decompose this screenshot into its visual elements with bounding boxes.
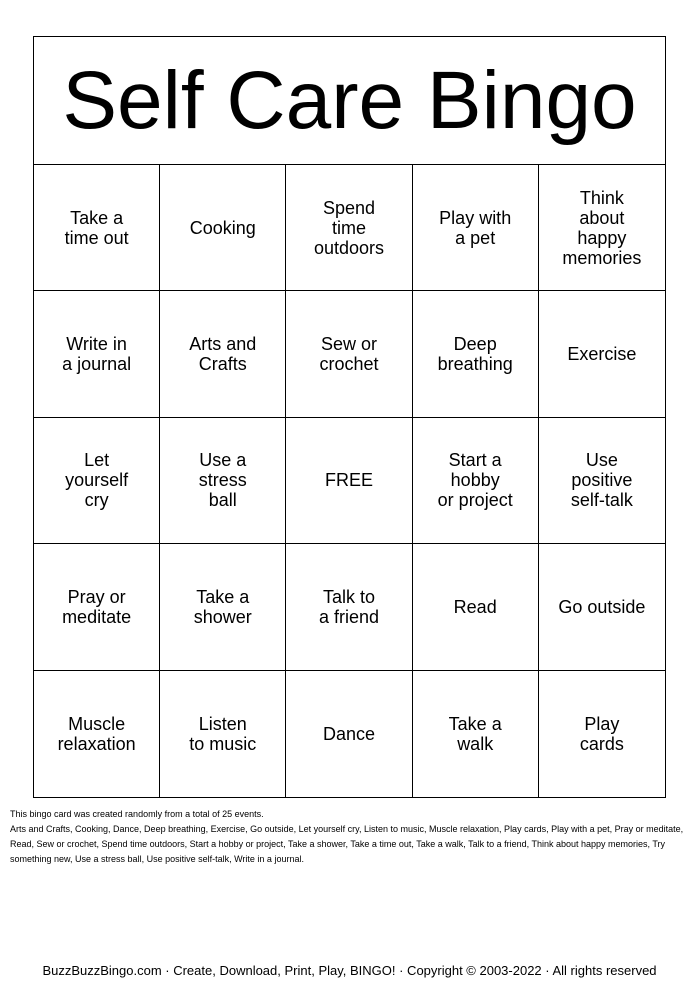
bingo-cell: Write in a journal [34, 291, 160, 417]
bingo-cell: Cooking [160, 165, 286, 291]
bingo-card [33, 36, 666, 798]
bingo-cell: Use a stress ball [160, 418, 286, 544]
bingo-cell: Go outside [539, 544, 665, 670]
card-title: Self Care Bingo [34, 37, 665, 165]
bingo-cell: Read [413, 544, 539, 670]
bingo-cell: Think about happy memories [539, 165, 665, 291]
bingo-cell: Muscle relaxation [34, 671, 160, 797]
note-events: Arts and Crafts, Cooking, Dance, Deep breathing, Exercise, Go outside, Let yourself cry, Listen to music, Muscle relaxation, Play cards, Play with a pet, Pray or meditate, Read, Sew or crochet, Spend time outdoors, Start a hobby or project, Take a shower, Take a time out, Take a walk, Talk to a friend, Think about happy memories, Try something new, Use a stress ball, Use positive self-talk, Write in a journal. [10, 824, 684, 864]
bingo-cell: Deep breathing [413, 291, 539, 417]
bingo-cell: Spend time outdoors [286, 165, 412, 291]
bingo-cell: Sew or crochet [286, 291, 412, 417]
bingo-cell: Take a time out [34, 165, 160, 291]
footer: BuzzBuzzBingo.com · Create, Download, Print, Play, BINGO! · Copyright © 2003-2022 · All rights reserved [42, 963, 657, 978]
bingo-cell: Arts and Crafts [160, 291, 286, 417]
bingo-grid [34, 165, 665, 797]
bingo-cell: Pray or meditate [34, 544, 160, 670]
bingo-cell: Dance [286, 671, 412, 797]
bingo-cell: Start a hobby or project [413, 418, 539, 544]
bingo-cell: Exercise [539, 291, 665, 417]
bingo-cell: Take a shower [160, 544, 286, 670]
bingo-cell: FREE [286, 418, 412, 544]
bingo-cell: Play with a pet [413, 165, 539, 291]
bingo-cell: Talk to a friend [286, 544, 412, 670]
card-note [10, 807, 690, 867]
note-intro: This bingo card was created randomly from a total of 25 events. [10, 809, 264, 819]
bingo-cell: Let yourself cry [34, 418, 160, 544]
bingo-cell: Take a walk [413, 671, 539, 797]
bingo-cell: Use positive self-talk [539, 418, 665, 544]
bingo-cell: Listen to music [160, 671, 286, 797]
bingo-cell: Play cards [579, 713, 624, 754]
